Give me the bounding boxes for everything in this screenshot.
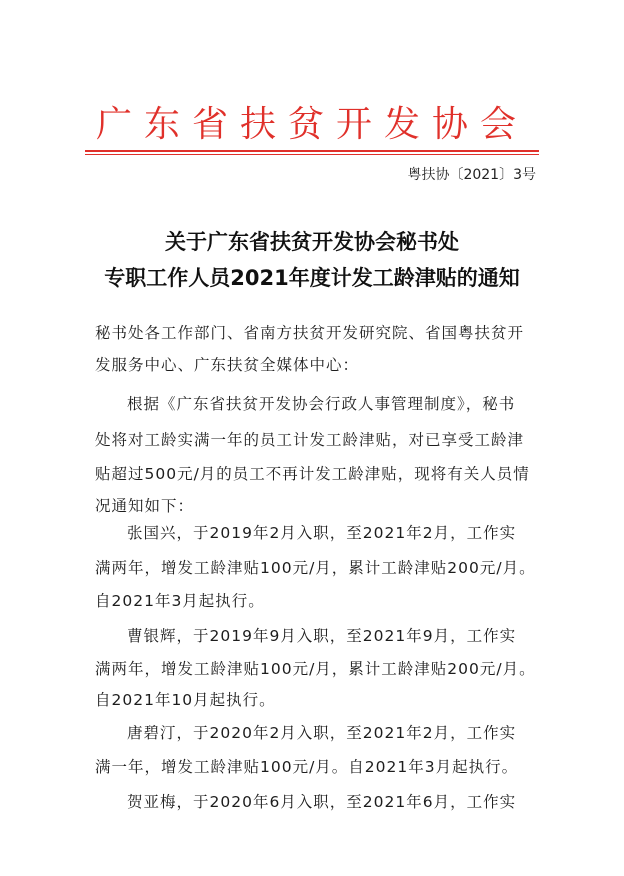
body-line: 满两年，增发工龄津贴100元/月，累计工龄津贴200元/月。 xyxy=(95,660,536,678)
addressee-line-2: 发服务中心、广东扶贫全媒体中心： xyxy=(95,356,360,374)
body-line: 曹银辉，于2019年9月入职，至2021年9月，工作实 xyxy=(127,627,517,645)
body-line: 处将对工龄实满一年的员工计发工龄津贴，对已享受工龄津 xyxy=(95,431,525,449)
body-line: 唐碧汀，于2020年2月入职，至2021年2月，工作实 xyxy=(127,724,517,742)
red-header-rule-thin xyxy=(85,154,539,155)
body-line: 自2021年3月起执行。 xyxy=(95,592,265,610)
body-line: 贴超过500元/月的员工不再计发工龄津贴，现将有关人员情 xyxy=(95,465,530,483)
body-line: 根据《广东省扶贫开发协会行政人事管理制度》，秘书 xyxy=(127,395,516,413)
body-line: 况通知如下： xyxy=(95,497,195,515)
body-line: 满一年，增发工龄津贴100元/月。自2021年3月起执行。 xyxy=(95,758,519,776)
body-line: 自2021年10月起执行。 xyxy=(95,691,276,709)
body-line: 满两年，增发工龄津贴100元/月，累计工龄津贴200元/月。 xyxy=(95,559,536,577)
body-line: 张国兴，于2019年2月入职，至2021年2月，工作实 xyxy=(127,524,517,542)
organization-name: 广东省扶贫开发协会 xyxy=(95,104,528,145)
document-number: 粤扶协〔2021〕3号 xyxy=(407,167,536,183)
notice-title-line-2: 专职工作人员2021年度计发工龄津贴的通知 xyxy=(104,266,520,290)
body-line: 贺亚梅，于2020年6月入职，至2021年6月，工作实 xyxy=(127,793,517,811)
red-header-rule xyxy=(85,150,539,152)
notice-title-line-1: 关于广东省扶贫开发协会秘书处 xyxy=(165,230,459,254)
addressee-line-1: 秘书处各工作部门、省南方扶贫开发研究院、省国粤扶贫开 xyxy=(95,324,525,342)
